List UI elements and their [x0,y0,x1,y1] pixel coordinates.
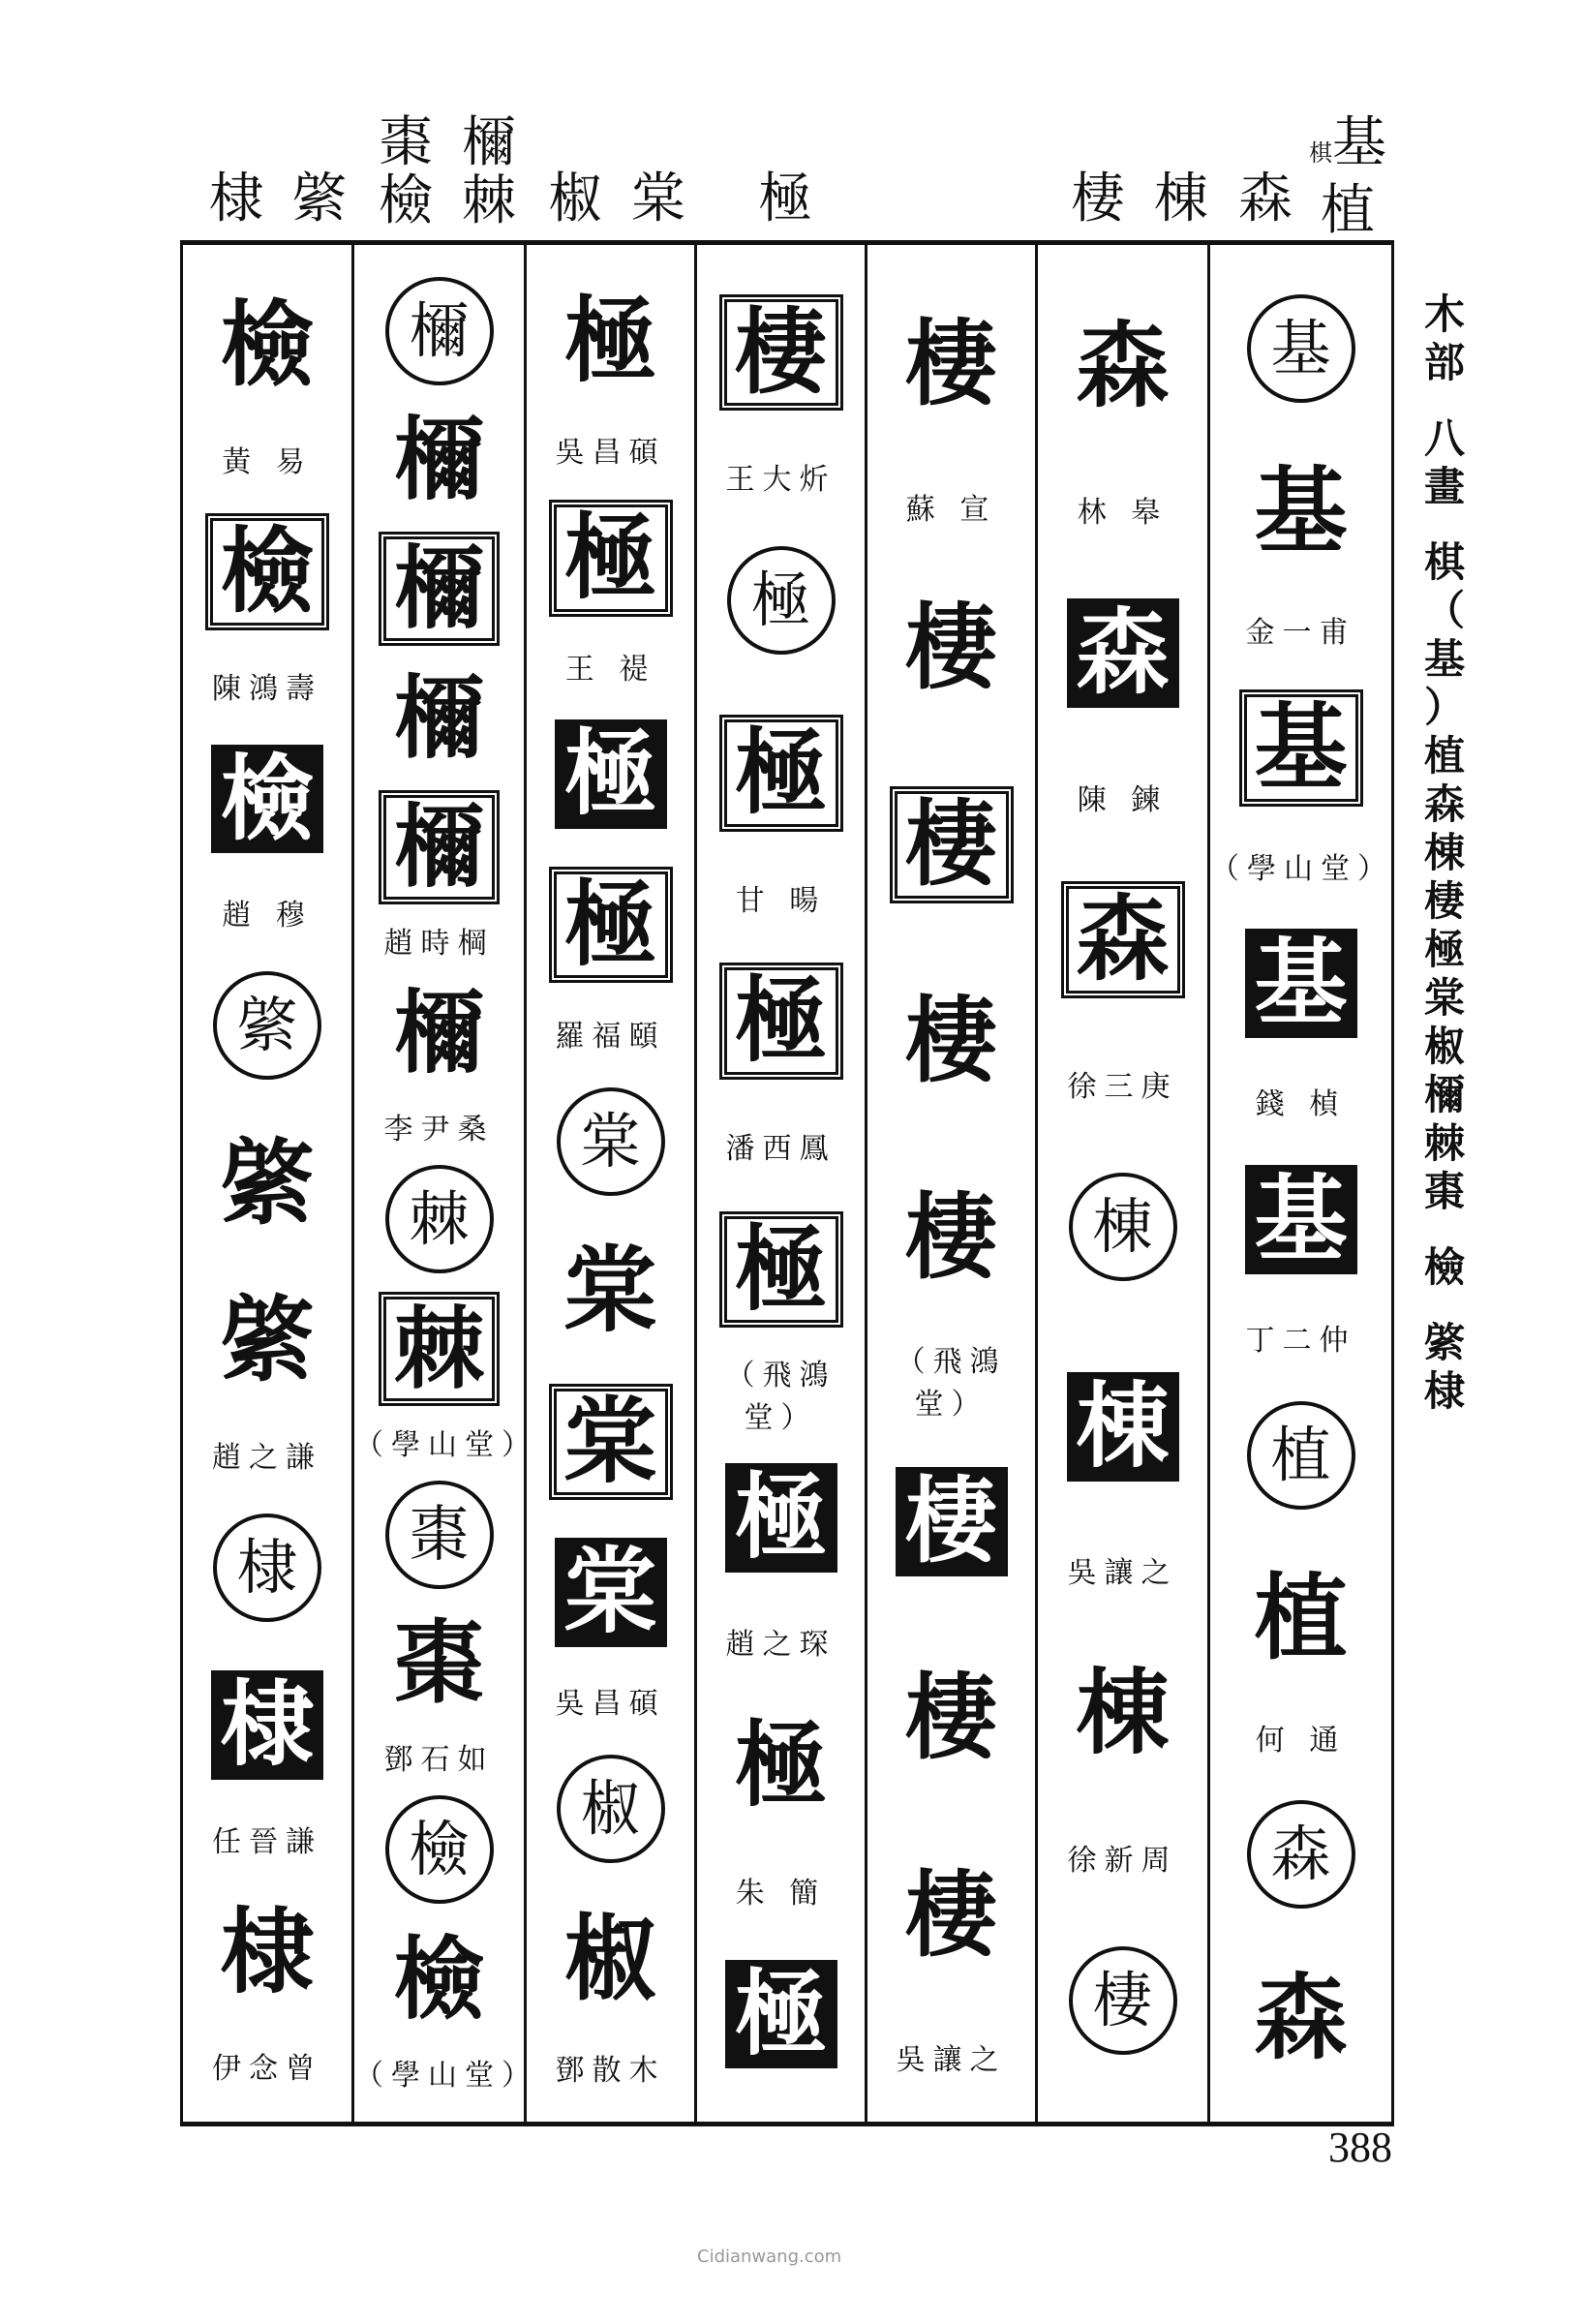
header-col-3 [532,170,707,229]
seal-glyph: 極 [734,1710,828,1820]
seal-impression [354,395,524,524]
seal-glyph: 檢 [205,513,329,630]
artist-caption [697,1852,865,1928]
artist-caption [1210,594,1391,665]
artist-caption [1210,1700,1391,1772]
seal-glyph: 極 [719,715,843,832]
seal-glyph: 棲 [904,1859,998,1970]
seal-impression [697,1928,865,2100]
caption-text: 林 皋 [1077,496,1169,531]
index-char: 檢 [1423,1243,1465,1291]
seal-glyph: 基 [1254,456,1348,566]
seal-glyph: 棟 [1067,1372,1179,1482]
index-char: 綮 [1423,1319,1465,1366]
index-char: 極 [1423,926,1465,973]
caption-text: 趙 穆 [222,899,313,933]
seal-glyph: 森 [1076,310,1170,420]
circled-character: 椒 [557,1755,665,1863]
artist-caption [354,1413,538,1470]
header-text: 森 [1238,168,1298,230]
index-char: 棲 [1423,877,1465,925]
seal-glyph: 檢 [211,745,323,854]
circled-character: 綮 [213,971,321,1080]
seal-column [351,245,538,2122]
caption-text: 甘 暘 [735,883,827,918]
artist-caption [1038,466,1207,554]
circled-character: 棲 [1069,1946,1177,2055]
character-circle [354,1470,524,1599]
artist-caption [697,1356,865,1436]
seal-impression [183,266,351,424]
index-char: 棟 [1423,829,1465,876]
index-char: 棗 [1423,1168,1465,1215]
artist-caption [527,633,694,699]
header-col-2 [368,111,532,232]
index-char: 棋 [1423,538,1465,586]
seal-impression [527,1517,694,1667]
header-col-1 [194,170,368,229]
seal-glyph: 棠 [563,1236,657,1346]
seal-glyph: 森 [1254,1963,1348,2073]
index-char: 棠 [1423,974,1465,1022]
index-char: ） [1423,684,1465,731]
seal-glyph: 檷 [393,980,485,1087]
index-char: 棣 [1423,1367,1465,1415]
seal-glyph: 棟 [1076,1658,1170,1768]
seal-impression [527,266,694,416]
seal-column [694,245,865,2122]
seal-glyph: 檷 [393,664,485,772]
seal-glyph: 棠 [549,1384,673,1501]
artist-caption [527,1667,694,1733]
seal-glyph: 極 [555,719,667,829]
index-char: 基 [1423,635,1465,683]
caption-text: 何 通 [1255,1723,1347,1758]
artist-caption [867,1337,1035,1423]
artist-caption [1210,1065,1391,1137]
artist-caption [697,1604,865,1679]
seal-impression [183,493,351,651]
seal-glyph: 椒 [563,1903,657,2013]
caption-text: 趙之謙 [212,1440,322,1475]
seal-column [183,245,351,2122]
seal-impression [527,483,694,633]
header-text: 椒 棠 [548,168,691,230]
index-char [1415,511,1474,538]
seal-impression [183,720,351,878]
caption-text: （飛鴻堂） [725,1359,837,1436]
caption-text: 吳昌碩 [555,436,666,471]
seal-glyph: 棲 [890,786,1014,903]
seal-impression [697,1680,865,1852]
seal-glyph: 棲 [896,1467,1008,1576]
header-col-4 [701,170,875,229]
header-text: 棣 綮 [209,168,352,230]
caption-text: 朱 簡 [735,1876,827,1911]
caption-text: 陳鴻壽 [212,671,322,706]
artist-caption [183,424,351,494]
caption-text: 吳讓之 [896,2043,1007,2078]
artist-caption [1038,1814,1207,1902]
seal-glyph: 檷 [379,532,500,646]
caption-text: 羅福頤 [555,1019,666,1054]
caption-text: （學山堂） [1210,851,1394,886]
seal-glyph: 棲 [904,1182,998,1293]
caption-text: 蘇 宣 [905,492,997,527]
artist-caption [697,1108,865,1183]
seal-impression [1210,902,1391,1065]
seal-glyph: 棲 [904,309,998,419]
seal-column [1207,245,1394,2122]
seal-impression [697,1183,865,1356]
character-circle [1210,1773,1391,1937]
caption-text: 徐三庚 [1067,1070,1178,1105]
caption-text: 李尹桑 [383,1113,495,1147]
header-top: 棋基 [1309,111,1392,174]
character-circle [354,1155,524,1284]
character-circle [1038,1127,1207,1327]
seal-glyph: 極 [725,1463,837,1573]
seal-impression [527,849,694,999]
circled-character: 基 [1247,294,1355,403]
character-circle [183,947,351,1105]
circled-character: 棟 [1069,1173,1177,1281]
circled-character: 檢 [385,1795,494,1904]
seal-column [1035,245,1207,2122]
header-text: 棲 棟 [1071,168,1214,230]
caption-text: 王大炘 [725,463,837,498]
character-circle [527,1066,694,1216]
artist-caption [867,463,1035,549]
artist-caption [867,2014,1035,2100]
caption-text: 伊念曾 [212,2052,322,2087]
seal-impression [867,747,1035,943]
seal-impression [1038,553,1207,752]
index-char: 八 [1423,414,1465,462]
character-circle [1210,266,1391,430]
caption-text: 鄧石如 [383,1743,495,1778]
circled-character: 棣 [213,1514,321,1622]
header-text: 棗 檷 [379,111,522,174]
artist-caption [183,877,351,947]
caption-text: 吳昌碩 [555,1687,666,1722]
seal-table [180,240,1394,2126]
seal-glyph: 植 [1254,1563,1348,1673]
circled-character: 檷 [385,277,494,385]
seal-glyph: 棣 [211,1670,323,1780]
caption-text: 趙時棡 [383,927,495,962]
circled-character: 棠 [557,1087,665,1196]
seal-impression [697,1431,865,1604]
caption-text: 王 禔 [564,652,656,687]
circled-character: 棘 [385,1165,494,1273]
seal-glyph: 棲 [904,1663,998,1773]
artist-caption [183,1420,351,1489]
character-circle [1210,1373,1391,1537]
seal-impression [1210,666,1391,830]
artist-caption [1038,1526,1207,1614]
artist-caption [527,1000,694,1066]
caption-text: 鄧散木 [555,2053,666,2088]
circled-character: 森 [1247,1800,1355,1909]
seal-glyph: 棲 [719,294,843,412]
seal-glyph: 綮 [221,1285,314,1395]
seal-impression [867,943,1035,1140]
caption-text: 黃 易 [222,444,313,479]
index-char: 木 [1423,290,1465,338]
seal-impression [354,654,524,782]
seal-glyph: 極 [563,286,657,396]
character-circle [354,266,524,395]
artist-caption [1038,752,1207,841]
header-col-7 [1297,111,1404,242]
seal-impression [1210,1937,1391,2100]
caption-text: 金一甫 [1245,616,1356,651]
seal-impression [867,1140,1035,1336]
artist-caption [354,1098,524,1155]
seal-impression [867,1620,1035,1817]
seal-impression [1038,266,1207,466]
seal-impression [354,969,524,1098]
seal-impression [527,1883,694,2034]
caption-text: 潘西鳳 [725,1131,837,1166]
page-number: 388 [1328,2124,1392,2171]
seal-impression [354,1284,524,1413]
artist-caption [527,2034,694,2100]
artist-caption [183,2031,351,2100]
circled-character: 極 [727,546,836,655]
artist-caption [697,439,865,514]
character-circle [183,1489,351,1647]
index-char: 森 [1423,780,1465,828]
artist-caption [527,416,694,482]
artist-caption [1210,1301,1391,1373]
seal-impression [697,687,865,859]
seal-impression [354,1599,524,1728]
seal-glyph: 極 [719,1211,843,1329]
character-circle [697,514,865,687]
section-index [1415,290,1474,1416]
seal-impression [183,1874,351,2032]
character-circle [1038,1901,1207,2100]
index-char: 畫 [1423,463,1465,510]
seal-impression [867,266,1035,463]
caption-text: 錢 楨 [1255,1087,1347,1122]
caption-text: （學山堂） [354,1427,538,1462]
seal-glyph: 棲 [904,592,998,702]
seal-glyph: 基 [1245,1165,1357,1274]
artist-caption [1038,1040,1207,1128]
index-char: （ [1423,587,1465,634]
seal-glyph: 棣 [221,1896,314,2006]
caption-text: 陳 鍊 [1077,782,1169,817]
artist-caption [354,2043,538,2100]
seal-glyph: 棠 [555,1538,667,1647]
seal-glyph: 檷 [393,407,485,514]
seal-impression [183,1262,351,1420]
seal-impression [1038,841,1207,1040]
seal-impression [697,935,865,1108]
seal-glyph: 極 [549,867,673,984]
seal-glyph: 極 [719,963,843,1080]
seal-glyph: 綮 [221,1127,314,1238]
seal-column [524,245,694,2122]
circled-character: 植 [1247,1401,1355,1510]
index-char [1415,1216,1474,1243]
artist-caption [697,859,865,934]
caption-text: （學山堂） [354,2058,538,2093]
seal-glyph: 森 [1067,598,1179,708]
seal-impression [183,1646,351,1804]
seal-impression [697,266,865,439]
seal-glyph: 棘 [379,1292,500,1406]
caption-text: （飛鴻堂） [896,1345,1007,1422]
seal-impression [1210,430,1391,594]
seal-column [865,245,1035,2122]
seal-impression [527,1366,694,1516]
seal-glyph: 檢 [221,289,314,399]
seal-glyph: 基 [1239,689,1363,807]
caption-text: 趙之琛 [725,1628,837,1663]
seal-glyph: 極 [725,1960,837,2069]
character-circle [527,1733,694,1883]
index-char: 植 [1423,732,1465,780]
seal-impression [354,525,524,654]
seal-impression [1210,1138,1391,1301]
seal-glyph: 基 [1245,929,1357,1038]
seal-impression [1038,1327,1207,1526]
index-char: 椒 [1423,1023,1465,1070]
index-char: 棘 [1423,1119,1465,1167]
caption-text: 吳讓之 [1067,1556,1178,1591]
seal-impression [1210,1537,1391,1700]
index-char [1415,387,1474,414]
index-char [1415,1292,1474,1319]
watermark: Cidianwang.com [697,2247,842,2267]
index-char: 部 [1423,339,1465,386]
seal-glyph: 棲 [904,986,998,1096]
header-col-5 [1055,170,1230,229]
artist-caption [183,1804,351,1874]
seal-impression [867,1817,1035,2013]
header-text: 檢 棘 [379,169,522,232]
seal-impression [354,783,524,912]
caption-text: 任晉謙 [212,1824,322,1859]
seal-impression [354,1914,524,2043]
artist-caption [354,912,524,969]
caption-text: 徐新周 [1067,1843,1178,1878]
character-circle [354,1786,524,1914]
seal-glyph: 棗 [393,1610,485,1718]
header-text: 極 [758,168,818,230]
header-text: 植 [1321,179,1381,242]
circled-character: 棗 [385,1481,494,1589]
seal-glyph: 檷 [379,790,500,904]
seal-impression [867,550,1035,747]
seal-impression [527,699,694,849]
artist-caption [1210,830,1394,902]
seal-impression [867,1423,1035,1620]
caption-text: 丁二仲 [1245,1323,1356,1358]
seal-impression [527,1216,694,1366]
seal-glyph: 極 [549,500,673,617]
seal-impression [183,1105,351,1263]
seal-glyph: 檢 [393,1925,485,2033]
artist-caption [183,651,351,720]
index-char: 檷 [1423,1071,1465,1118]
artist-caption [354,1728,524,1786]
seal-glyph: 森 [1061,881,1185,998]
seal-impression [1038,1614,1207,1814]
